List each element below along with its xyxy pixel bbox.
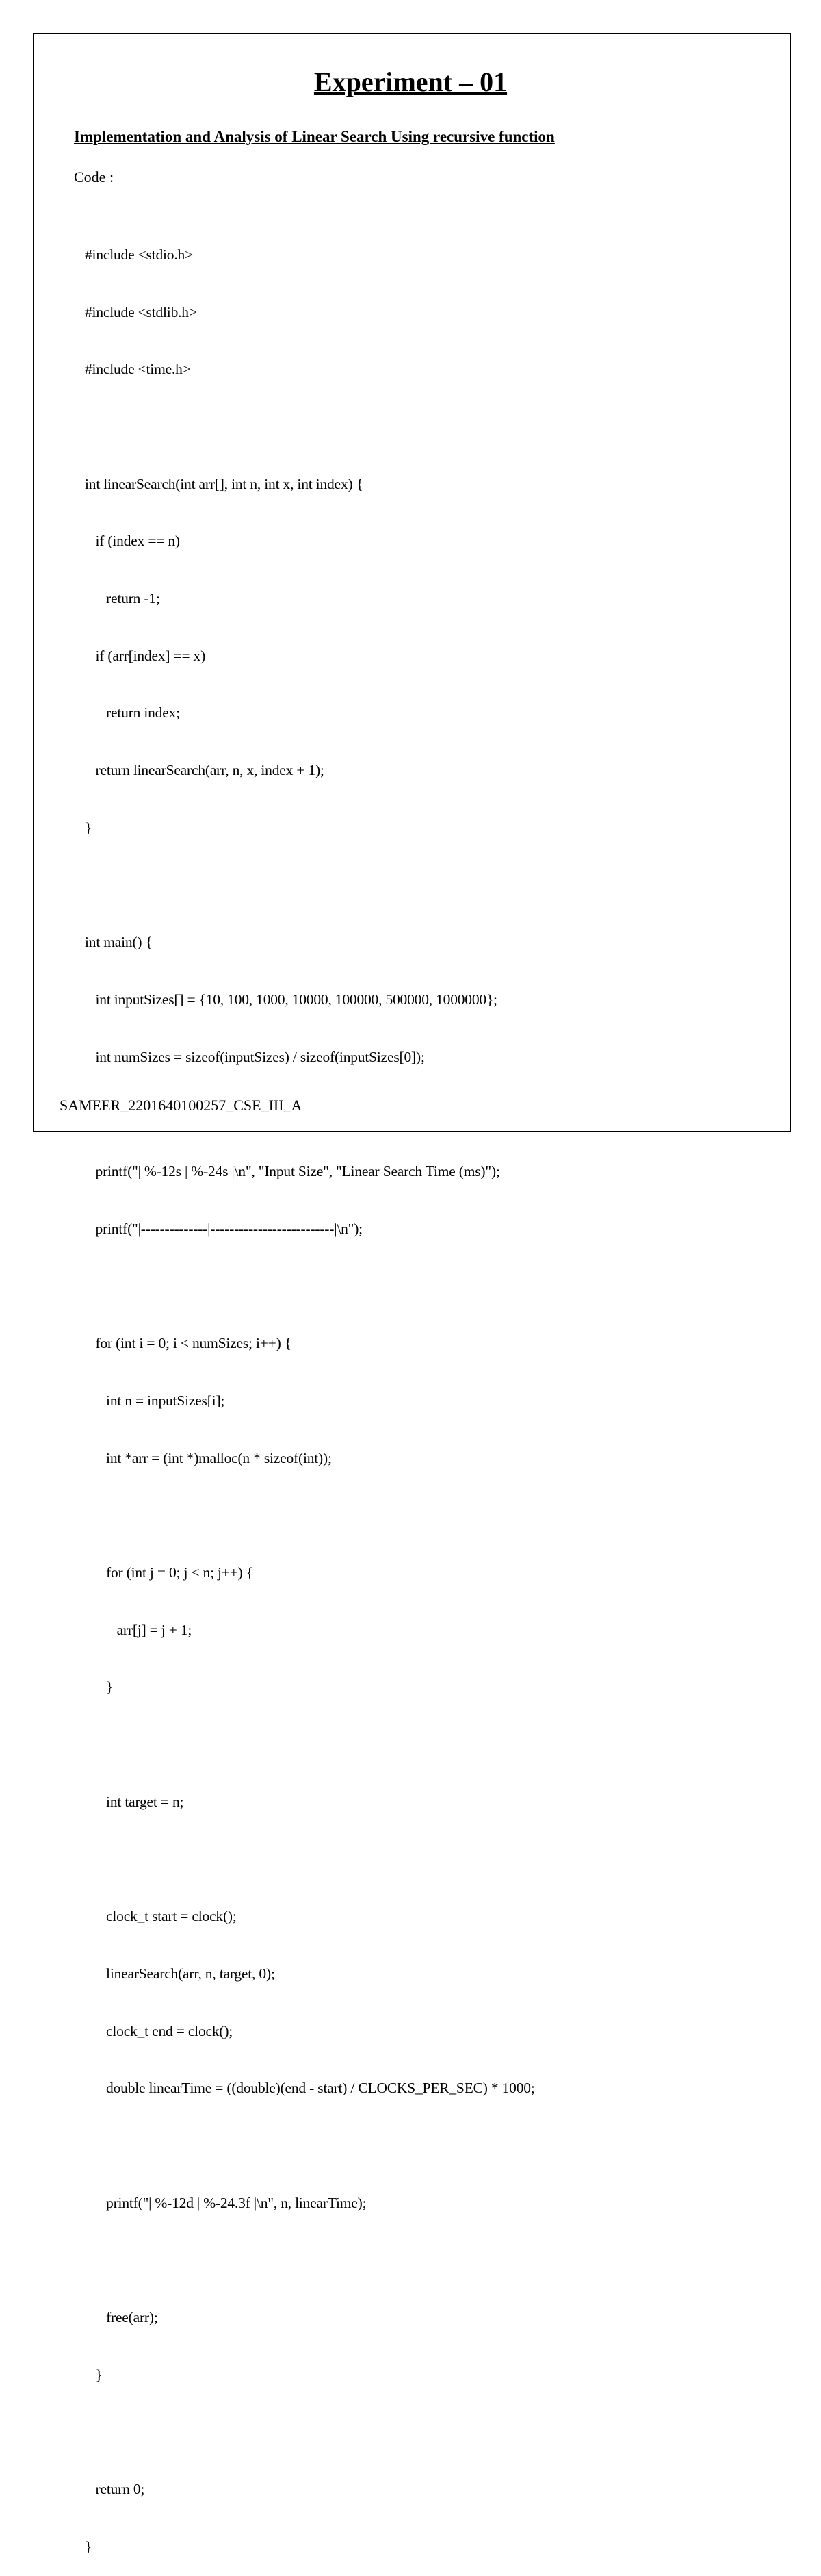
code-line: #include <stdlib.h> xyxy=(85,303,197,320)
code-line xyxy=(85,2251,535,2270)
code-line: #include <stdio.h> xyxy=(85,246,193,263)
code-line xyxy=(85,1735,535,1755)
code-line xyxy=(85,1506,535,1525)
code-line: free(arr); xyxy=(85,2309,158,2326)
code-line: } xyxy=(85,2538,92,2555)
code-line xyxy=(85,1277,535,1296)
code-line: int *arr = (int *)malloc(n * sizeof(int)); xyxy=(85,1449,332,1466)
code-line: #include <time.h> xyxy=(85,361,191,378)
code-line xyxy=(85,1850,535,1870)
code-line: if (arr[index] == x) xyxy=(85,647,206,664)
code-line: printf("| %-12s | %-24s |\n", "Input Size", "Linear Search Time (ms)"); xyxy=(85,1163,500,1180)
code-line: int main() { xyxy=(85,934,153,951)
page-title: Experiment – 01 xyxy=(313,66,508,97)
footer-student-id: SAMEER_2201640100257_CSE_III_A xyxy=(60,1097,302,1114)
code-line xyxy=(85,2423,535,2443)
code-line: } xyxy=(85,819,92,836)
code-line: clock_t start = clock(); xyxy=(85,1908,237,1925)
code-line: return linearSearch(arr, n, x, index + 1); xyxy=(85,762,324,779)
code-line: return index; xyxy=(85,704,180,722)
code-line: return -1; xyxy=(85,590,160,607)
code-line: } xyxy=(85,1679,114,1696)
code-line: printf("| %-12d | %-24.3f |\n", n, linearTime); xyxy=(85,2194,367,2211)
code-line: clock_t end = clock(); xyxy=(85,2022,233,2039)
code-line: int linearSearch(int arr[], int n, int x, int index) { xyxy=(85,475,363,492)
code-line: if (index == n) xyxy=(85,533,180,550)
code-line xyxy=(85,876,535,895)
code-line: int numSizes = sizeof(inputSizes) / sizeof(inputSizes[0]); xyxy=(85,1048,425,1065)
code-line: int inputSizes[] = {10, 100, 1000, 10000, 100000, 500000, 1000000}; xyxy=(85,991,497,1008)
code-line: return 0; xyxy=(85,2481,145,2498)
code-line: printf("|--------------|--------------------------|\n"); xyxy=(85,1220,363,1237)
code-line: } xyxy=(85,2366,103,2383)
code-line: linearSearch(arr, n, target, 0); xyxy=(85,1965,275,1982)
experiment-subtitle: Implementation and Analysis of Linear Search Using recursive function xyxy=(74,128,555,145)
code-line xyxy=(85,2137,535,2156)
code-line: arr[j] = j + 1; xyxy=(85,1621,192,1638)
code-label: Code : xyxy=(74,168,114,186)
code-line: for (int i = 0; i < numSizes; i++) { xyxy=(85,1335,291,1352)
code-line: int n = inputSizes[i]; xyxy=(85,1392,225,1409)
code-line: for (int j = 0; j < n; j++) { xyxy=(85,1564,253,1581)
code-line: int target = n; xyxy=(85,1793,184,1810)
code-line xyxy=(85,418,535,437)
code-block xyxy=(85,207,535,2576)
code-line: double linearTime = ((double)(end - start) / CLOCKS_PER_SEC) * 1000; xyxy=(85,2080,535,2097)
